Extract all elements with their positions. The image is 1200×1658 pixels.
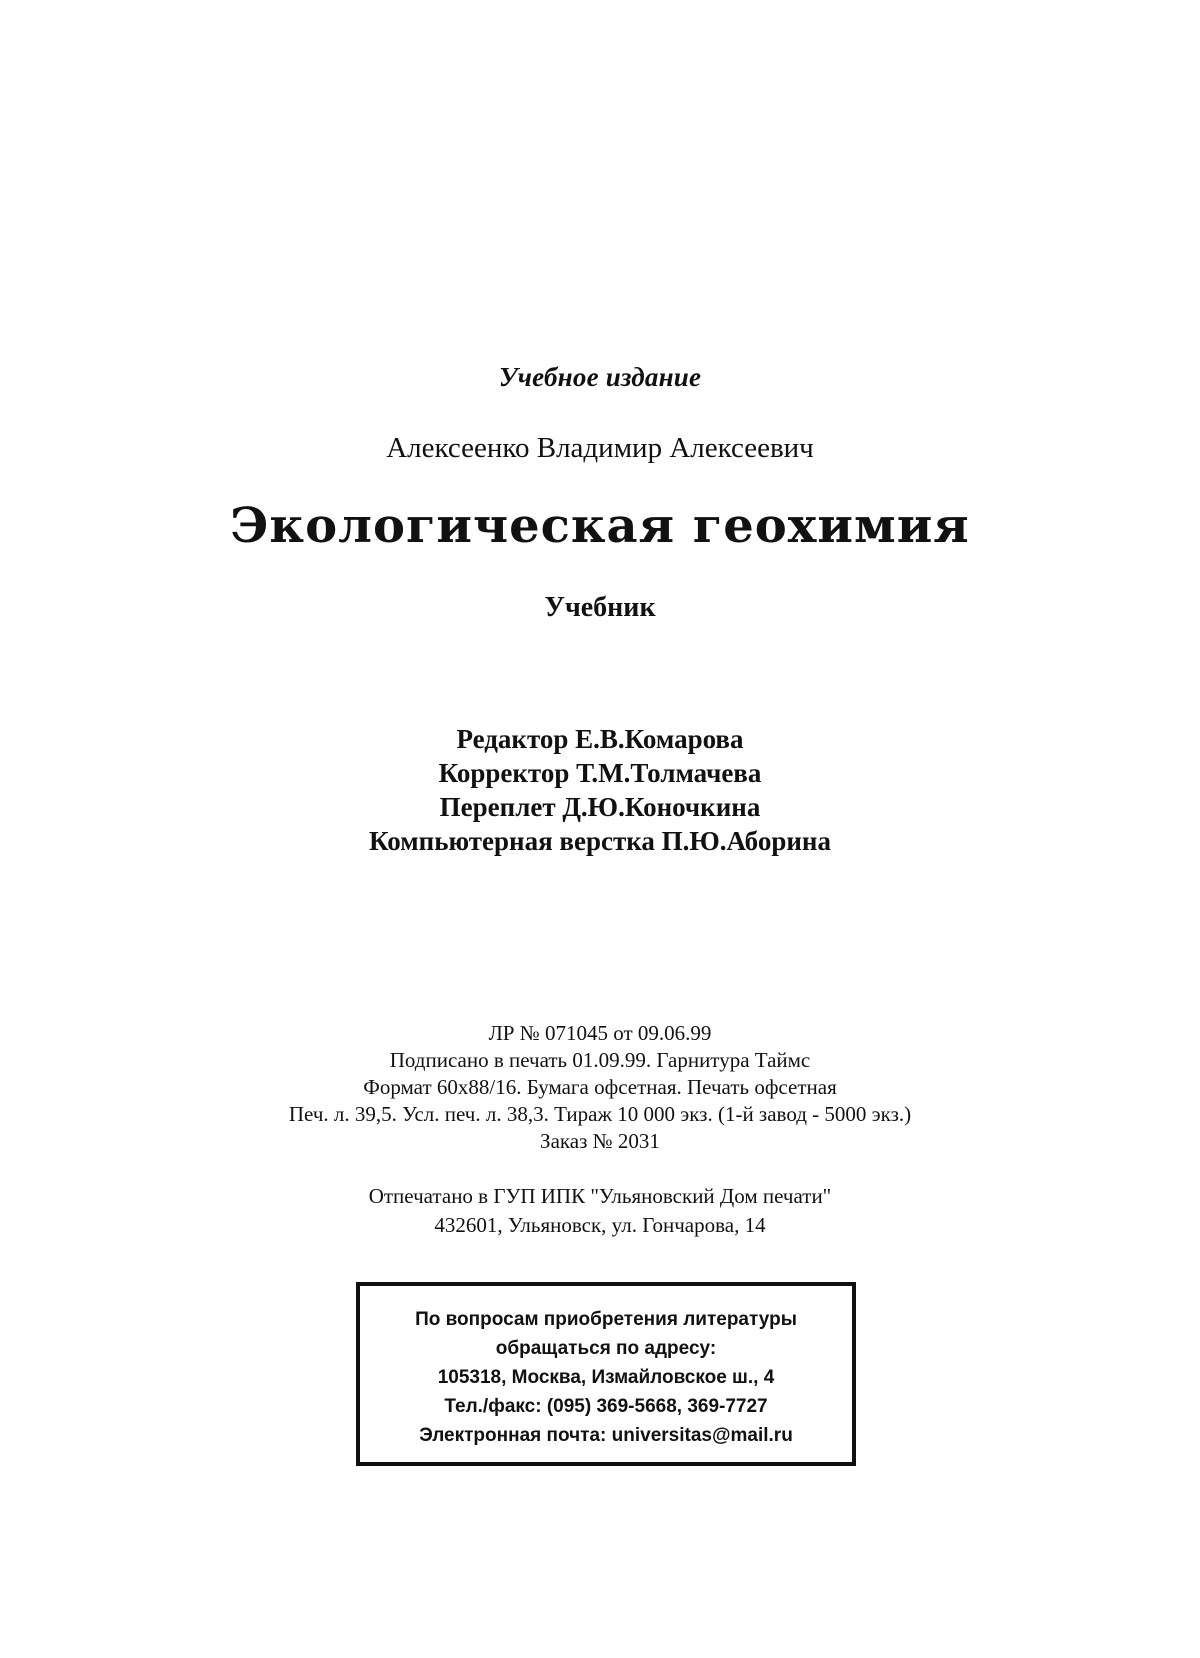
imprint-block: [0, 1020, 1200, 1155]
credit-proofreader: Корректор Т.М.Толмачева: [438, 758, 762, 788]
printer-address: 432601, Ульяновск, ул. Гончарова, 14: [434, 1213, 766, 1237]
printer-name: Отпечатано в ГУП ИПК "Ульяновский Дом печати": [368, 1184, 832, 1208]
credits-block: [0, 722, 1200, 858]
order-number: Заказ № 2031: [540, 1129, 660, 1153]
format-info: Формат 60x88/16. Бумага офсетная. Печать офсетная: [363, 1075, 837, 1099]
license-number: ЛР № 071045 от 09.06.99: [488, 1021, 712, 1045]
signed-to-print: Подписано в печать 01.09.99. Гарнитура Таймс: [389, 1048, 811, 1072]
book-subtitle: Учебник: [544, 592, 656, 623]
contact-box: [356, 1282, 856, 1466]
edition-type: Учебное издание: [498, 362, 702, 392]
credit-binding: Переплет Д.Ю.Коночкина: [439, 792, 761, 822]
credit-editor: Редактор Е.В.Комарова: [456, 724, 744, 754]
contact-line-address: 105318, Москва, Измайловское ш., 4: [437, 1367, 775, 1388]
contact-line-inquiries: По вопросам приобретения литературы: [415, 1309, 797, 1330]
book-title: Экологическая геохимия: [230, 498, 970, 554]
printer-block: [0, 1182, 1200, 1240]
print-run-info: Печ. л. 39,5. Усл. печ. л. 38,3. Тираж 10 000 экз. (1-й завод - 5000 экз.): [288, 1102, 912, 1126]
contact-line-address-intro: обращаться по адресу:: [495, 1338, 717, 1359]
credit-layout: Компьютерная верстка П.Ю.Аборина: [369, 826, 831, 856]
author-name: Алексеенко Владимир Алексеевич: [386, 432, 814, 464]
contact-line-phone: Тел./факс: (095) 369-5668, 369-7727: [444, 1396, 768, 1417]
contact-line-email: Электронная почта: universitas@mail.ru: [419, 1425, 793, 1446]
